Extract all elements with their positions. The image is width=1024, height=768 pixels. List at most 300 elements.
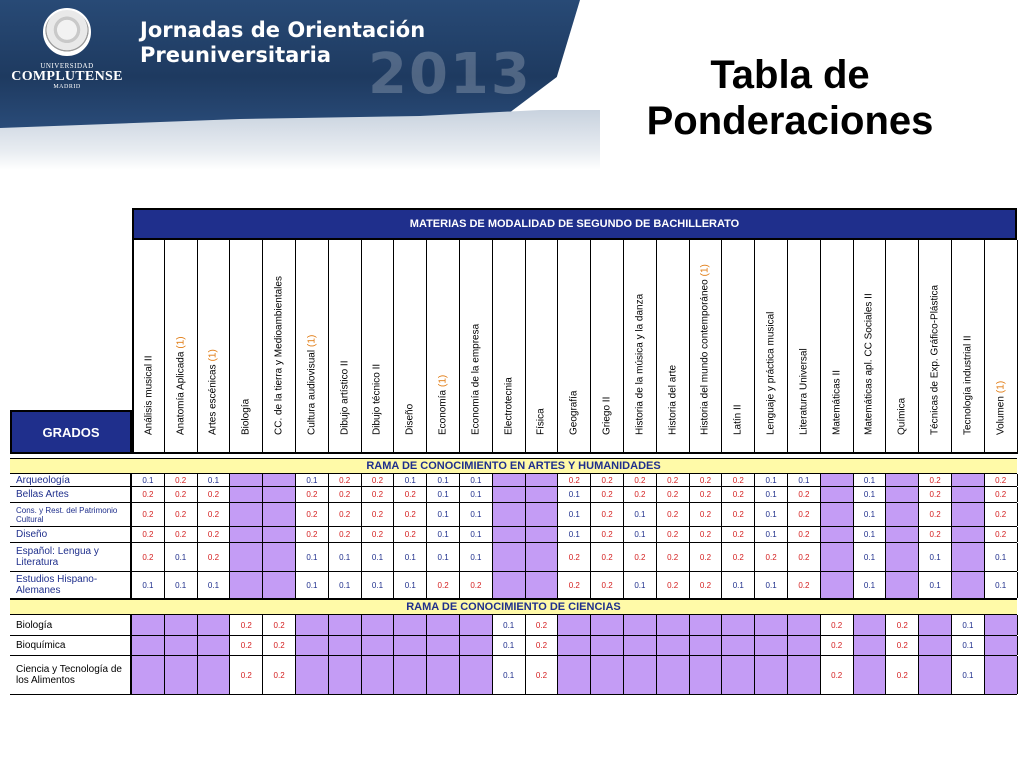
weight-cell: 0.2 <box>788 527 821 542</box>
table-row <box>10 636 1017 656</box>
weight-cell: 0.2 <box>165 503 198 526</box>
subject-name <box>864 293 875 435</box>
subject-footnote-ref: (1) <box>175 336 187 349</box>
weight-cell <box>165 656 198 694</box>
weight-cell <box>460 636 493 655</box>
subject-column-header <box>919 240 952 454</box>
weight-cell <box>132 615 165 635</box>
weight-cell <box>821 527 854 542</box>
weight-cell: 0.2 <box>230 656 263 694</box>
weight-cell <box>886 503 919 526</box>
weight-cell: 0.2 <box>624 487 657 502</box>
subject-label: Química <box>896 397 908 435</box>
weight-cell: 0.1 <box>558 503 591 526</box>
weight-cell: 0.2 <box>362 474 395 486</box>
subject-name <box>536 408 547 435</box>
table-row <box>10 543 1017 572</box>
weight-cell: 0.1 <box>132 572 165 598</box>
weight-cell <box>558 615 591 635</box>
weight-cell: 0.2 <box>821 656 854 694</box>
weight-cell: 0.2 <box>591 527 624 542</box>
grado-label: Arqueología <box>10 474 132 486</box>
subject-footnote-ref: (1) <box>306 334 318 347</box>
weight-cell <box>788 636 821 655</box>
weight-cell: 0.2 <box>165 474 198 486</box>
subject-column-header <box>952 240 985 454</box>
weight-cell <box>854 656 887 694</box>
weight-cell: 0.2 <box>624 474 657 486</box>
weight-cell: 0.2 <box>985 503 1018 526</box>
weight-cell <box>952 543 985 571</box>
weight-cell: 0.2 <box>788 503 821 526</box>
weight-cell: 0.2 <box>657 487 690 502</box>
subject-label: Análisis musical II <box>143 355 155 435</box>
weight-cell: 0.1 <box>460 543 493 571</box>
weight-cell: 0.1 <box>985 543 1018 571</box>
table-row <box>10 474 1017 487</box>
weight-cell: 0.1 <box>460 503 493 526</box>
grado-label: Ciencia y Tecnología de los Alimentos <box>10 656 132 694</box>
subject-column-header <box>460 240 493 454</box>
weight-cell: 0.1 <box>362 572 395 598</box>
weight-cell <box>296 656 329 694</box>
weight-cell <box>558 636 591 655</box>
weight-cell: 0.2 <box>230 636 263 655</box>
weight-cell: 0.1 <box>427 543 460 571</box>
weight-cell <box>624 636 657 655</box>
weight-cell <box>263 474 296 486</box>
weight-cell: 0.2 <box>198 527 231 542</box>
weight-cell <box>919 615 952 635</box>
weight-cell <box>591 615 624 635</box>
weight-cell: 0.1 <box>460 527 493 542</box>
weight-cell: 0.2 <box>558 543 591 571</box>
subject-name <box>143 356 154 435</box>
subject-name <box>995 381 1006 435</box>
weight-cell <box>230 527 263 542</box>
weight-cell: 0.1 <box>493 656 526 694</box>
weight-cell <box>952 527 985 542</box>
weight-cell <box>329 615 362 635</box>
weight-cell <box>493 503 526 526</box>
weight-cell: 0.2 <box>362 527 395 542</box>
weight-cell <box>460 615 493 635</box>
subject-label: Economía de la empresa <box>470 323 482 435</box>
subject-name <box>897 398 908 435</box>
weight-cell: 0.2 <box>690 487 723 502</box>
weight-cell: 0.2 <box>526 656 559 694</box>
weight-cell: 0.2 <box>591 487 624 502</box>
weight-cell: 0.2 <box>821 615 854 635</box>
weight-cell: 0.1 <box>788 474 821 486</box>
subject-name <box>175 336 186 435</box>
subject-footnote-ref: (1) <box>699 264 711 277</box>
weight-cell: 0.1 <box>329 543 362 571</box>
subject-name <box>962 335 973 435</box>
weight-cell: 0.2 <box>821 636 854 655</box>
subject-label: Economía <box>437 389 449 435</box>
subject-column-header <box>558 240 591 454</box>
subject-label: CC. de la tierra y Medioambientales <box>273 276 285 435</box>
weight-cell: 0.2 <box>329 474 362 486</box>
weight-cell <box>493 572 526 598</box>
weight-cell <box>230 572 263 598</box>
table-row <box>10 572 1017 599</box>
weight-cell <box>722 615 755 635</box>
weight-cell <box>263 503 296 526</box>
weight-cell: 0.1 <box>952 615 985 635</box>
weight-cell: 0.2 <box>198 543 231 571</box>
weight-cell <box>690 636 723 655</box>
weight-cell: 0.2 <box>657 527 690 542</box>
subject-label: Historia de la música y la danza <box>634 293 646 435</box>
weight-cell: 0.2 <box>919 503 952 526</box>
subject-name <box>602 397 613 435</box>
weight-cell <box>985 615 1018 635</box>
banner-title <box>140 18 425 68</box>
branch-header: RAMA DE CONOCIMIENTO EN ARTES Y HUMANIDADES <box>10 458 1017 474</box>
weight-cell <box>362 656 395 694</box>
weight-cell: 0.2 <box>296 527 329 542</box>
subject-label: Dibujo artístico II <box>339 360 351 435</box>
banner-title-line-2: Preuniversitaria <box>140 43 332 67</box>
weight-cell: 0.1 <box>198 474 231 486</box>
weight-cell: 0.2 <box>329 527 362 542</box>
subject-name <box>241 399 252 435</box>
weight-cell: 0.1 <box>394 474 427 486</box>
weight-cell: 0.2 <box>558 572 591 598</box>
weight-cell: 0.2 <box>788 543 821 571</box>
weight-cell <box>886 572 919 598</box>
weight-cell: 0.2 <box>394 503 427 526</box>
weight-cell: 0.2 <box>198 503 231 526</box>
weight-cell: 0.2 <box>198 487 231 502</box>
weight-cell: 0.2 <box>985 487 1018 502</box>
subject-column-header <box>854 240 887 454</box>
weight-cell: 0.2 <box>657 503 690 526</box>
subject-name <box>667 365 678 435</box>
subject-name <box>405 404 416 435</box>
weight-cell <box>526 527 559 542</box>
subject-column-header <box>657 240 690 454</box>
weight-cell <box>296 615 329 635</box>
subject-label: Lenguaje y práctica musical <box>765 311 777 435</box>
weight-cell <box>886 527 919 542</box>
weight-cell: 0.2 <box>690 543 723 571</box>
weight-cell <box>886 474 919 486</box>
weight-cell <box>460 656 493 694</box>
weight-cell <box>427 656 460 694</box>
weight-cell <box>165 636 198 655</box>
subject-label: Artes escénicas <box>207 364 219 435</box>
weight-cell: 0.1 <box>132 474 165 486</box>
weight-cell: 0.1 <box>296 474 329 486</box>
subject-column-header <box>329 240 362 454</box>
subject-name <box>339 361 350 435</box>
weight-cell: 0.1 <box>296 543 329 571</box>
weight-cell: 0.2 <box>690 503 723 526</box>
grado-label: Cons. y Rest. del Patrimonio Cultural <box>10 503 132 526</box>
weight-cell <box>591 656 624 694</box>
weight-cell: 0.1 <box>427 527 460 542</box>
weight-cell <box>230 474 263 486</box>
weight-cell <box>821 572 854 598</box>
banner-year: 2013 <box>368 42 532 107</box>
weight-cell: 0.1 <box>427 474 460 486</box>
weight-cell: 0.2 <box>132 503 165 526</box>
weight-cell: 0.2 <box>591 503 624 526</box>
weight-cell: 0.1 <box>296 572 329 598</box>
weight-cell <box>526 572 559 598</box>
subject-column-header <box>722 240 755 454</box>
table-row <box>10 656 1017 695</box>
weight-cell: 0.2 <box>263 615 296 635</box>
subject-label: Física <box>535 408 547 435</box>
table-row <box>10 487 1017 503</box>
weight-cell: 0.1 <box>165 543 198 571</box>
weight-cell <box>755 615 788 635</box>
subject-name <box>831 370 842 435</box>
weight-cell: 0.1 <box>854 487 887 502</box>
weight-cell: 0.1 <box>919 543 952 571</box>
subject-name <box>503 377 514 435</box>
subject-column-header <box>394 240 427 454</box>
weight-cell: 0.2 <box>886 656 919 694</box>
weight-cell <box>263 527 296 542</box>
weight-cell <box>821 487 854 502</box>
weight-cell <box>854 615 887 635</box>
weight-cell <box>493 527 526 542</box>
banner-title-line-1: Jornadas de Orientación <box>140 18 426 42</box>
subject-footnote-ref: (1) <box>207 349 219 362</box>
grados-header: GRADOS <box>10 410 132 454</box>
weight-cell: 0.1 <box>558 527 591 542</box>
weight-cell: 0.2 <box>165 487 198 502</box>
weight-cell: 0.1 <box>854 503 887 526</box>
table-row <box>10 527 1017 543</box>
subject-label: Geografía <box>568 390 580 435</box>
weight-cell: 0.2 <box>263 656 296 694</box>
logo-line-3: MADRID <box>53 84 81 90</box>
weight-cell: 0.2 <box>132 543 165 571</box>
weight-cell <box>526 503 559 526</box>
weight-cell <box>722 656 755 694</box>
subject-column-header <box>526 240 559 454</box>
table-row <box>10 503 1017 527</box>
logo-line-1: UNIVERSIDAD <box>40 62 94 70</box>
grado-label: Biología <box>10 615 132 635</box>
grado-label: Español: Lengua y Literatura <box>10 543 132 571</box>
weight-cell: 0.1 <box>329 572 362 598</box>
weight-cell: 0.1 <box>919 572 952 598</box>
grado-label: Diseño <box>10 527 132 542</box>
weight-cell: 0.2 <box>690 474 723 486</box>
weight-cell <box>591 636 624 655</box>
weight-cell <box>198 615 231 635</box>
weight-cell: 0.1 <box>394 543 427 571</box>
weight-cell: 0.1 <box>854 572 887 598</box>
weight-cell: 0.2 <box>919 527 952 542</box>
weight-cell: 0.2 <box>263 636 296 655</box>
weight-cell <box>394 656 427 694</box>
subject-label: Griego II <box>601 396 613 435</box>
subject-column-header <box>263 240 296 454</box>
weight-cell <box>394 615 427 635</box>
weight-cell: 0.1 <box>624 503 657 526</box>
weight-cell <box>755 636 788 655</box>
weight-cell <box>755 656 788 694</box>
weight-cell: 0.2 <box>296 487 329 502</box>
subject-column-header <box>493 240 526 454</box>
subject-name <box>470 324 481 435</box>
subject-label: Literatura Universal <box>798 348 810 435</box>
weight-cell <box>886 543 919 571</box>
weight-cell <box>985 656 1018 694</box>
weight-cell <box>230 487 263 502</box>
weight-cell <box>886 487 919 502</box>
weight-cell: 0.2 <box>657 543 690 571</box>
weight-cell: 0.2 <box>722 503 755 526</box>
weight-cell: 0.2 <box>591 543 624 571</box>
weight-cell: 0.2 <box>624 543 657 571</box>
grado-label: Bioquímica <box>10 636 132 655</box>
subject-column-header <box>755 240 788 454</box>
weight-cell: 0.2 <box>722 543 755 571</box>
weight-cell: 0.2 <box>886 636 919 655</box>
weight-cell: 0.1 <box>558 487 591 502</box>
table-top-header: MATERIAS DE MODALIDAD DE SEGUNDO DE BACHILLERATO <box>132 208 1017 240</box>
subject-label: Cultura audiovisual <box>306 349 318 435</box>
weight-cell <box>263 543 296 571</box>
weight-cell <box>263 572 296 598</box>
subject-footnote-ref: (1) <box>437 374 449 387</box>
weight-cell <box>198 636 231 655</box>
weight-cell: 0.2 <box>755 543 788 571</box>
weight-cell <box>854 636 887 655</box>
weight-cell <box>526 474 559 486</box>
weight-cell: 0.1 <box>198 572 231 598</box>
weight-cell: 0.2 <box>919 474 952 486</box>
weight-cell <box>362 636 395 655</box>
weight-cell: 0.1 <box>394 572 427 598</box>
grado-label: Estudios Hispano-Alemanes <box>10 572 132 598</box>
page-title-line-1: Tabla de <box>710 53 870 97</box>
subject-name <box>306 335 317 435</box>
weight-cell: 0.1 <box>460 474 493 486</box>
subject-name <box>733 404 744 435</box>
weight-cell: 0.1 <box>427 503 460 526</box>
subject-name <box>930 285 941 435</box>
weight-cell: 0.2 <box>132 527 165 542</box>
subject-name <box>438 375 449 435</box>
weight-cell <box>493 474 526 486</box>
table-row <box>10 615 1017 636</box>
weight-cell: 0.1 <box>427 487 460 502</box>
weight-cell <box>952 503 985 526</box>
weight-cell <box>132 636 165 655</box>
subject-name <box>569 391 580 435</box>
weight-cell <box>132 656 165 694</box>
weight-cell <box>952 572 985 598</box>
weight-cell: 0.2 <box>722 474 755 486</box>
weight-cell <box>919 656 952 694</box>
logo-line-2: COMPLUTENSE <box>11 69 123 84</box>
weight-cell: 0.2 <box>132 487 165 502</box>
weight-cell: 0.2 <box>394 487 427 502</box>
subject-name <box>208 349 219 435</box>
subject-label: Biología <box>240 398 252 435</box>
weight-cell: 0.1 <box>165 572 198 598</box>
subject-label: Matemáticas II <box>831 369 843 435</box>
weight-cell: 0.1 <box>755 474 788 486</box>
subject-column-header <box>427 240 460 454</box>
weight-cell <box>657 636 690 655</box>
weight-cell: 0.2 <box>165 527 198 542</box>
weight-cell <box>722 636 755 655</box>
subject-label: Latín II <box>732 404 744 435</box>
subject-label: Dibujo técnico II <box>371 363 383 435</box>
subject-name <box>274 276 285 435</box>
branch-header: RAMA DE CONOCIMIENTO DE CIENCIAS <box>10 599 1017 615</box>
weight-cell: 0.2 <box>788 572 821 598</box>
subject-label: Técnicas de Exp. Gráfico-Plástica <box>929 284 941 435</box>
subject-column-header <box>591 240 624 454</box>
weight-cell <box>952 487 985 502</box>
weight-cell <box>526 543 559 571</box>
weight-cell: 0.1 <box>755 572 788 598</box>
weight-cell <box>690 656 723 694</box>
weight-cell: 0.2 <box>296 503 329 526</box>
weight-cell <box>526 487 559 502</box>
weight-cell <box>427 615 460 635</box>
weight-cell <box>263 487 296 502</box>
weight-cell: 0.2 <box>362 487 395 502</box>
weight-cell: 0.2 <box>591 474 624 486</box>
weight-cell <box>296 636 329 655</box>
weight-cell: 0.2 <box>591 572 624 598</box>
weight-cell: 0.2 <box>329 487 362 502</box>
subject-name <box>372 364 383 435</box>
subject-column-header <box>132 240 165 454</box>
subject-footnote-ref: (1) <box>995 380 1007 394</box>
subject-label: Anatomía Aplicada <box>175 351 187 435</box>
subject-column-header <box>788 240 821 454</box>
weight-cell: 0.1 <box>460 487 493 502</box>
subject-column-header <box>165 240 198 454</box>
weight-cell <box>165 615 198 635</box>
subject-label: Electrotecnia <box>503 377 515 435</box>
weight-cell: 0.1 <box>755 527 788 542</box>
weight-cell: 0.2 <box>526 636 559 655</box>
weight-cell: 0.2 <box>985 474 1018 486</box>
weight-cell: 0.2 <box>690 572 723 598</box>
weight-cell: 0.2 <box>526 615 559 635</box>
weight-cell: 0.1 <box>952 636 985 655</box>
weight-cell <box>919 636 952 655</box>
weight-cell <box>985 636 1018 655</box>
weight-cell: 0.1 <box>755 487 788 502</box>
weight-cell: 0.2 <box>657 572 690 598</box>
subject-name <box>634 294 645 435</box>
weight-cell <box>788 656 821 694</box>
weight-cell <box>657 615 690 635</box>
weight-cell: 0.1 <box>493 636 526 655</box>
weight-cell <box>558 656 591 694</box>
weight-cell <box>788 615 821 635</box>
weight-cell <box>493 543 526 571</box>
weight-cell <box>230 543 263 571</box>
weight-cell <box>329 636 362 655</box>
